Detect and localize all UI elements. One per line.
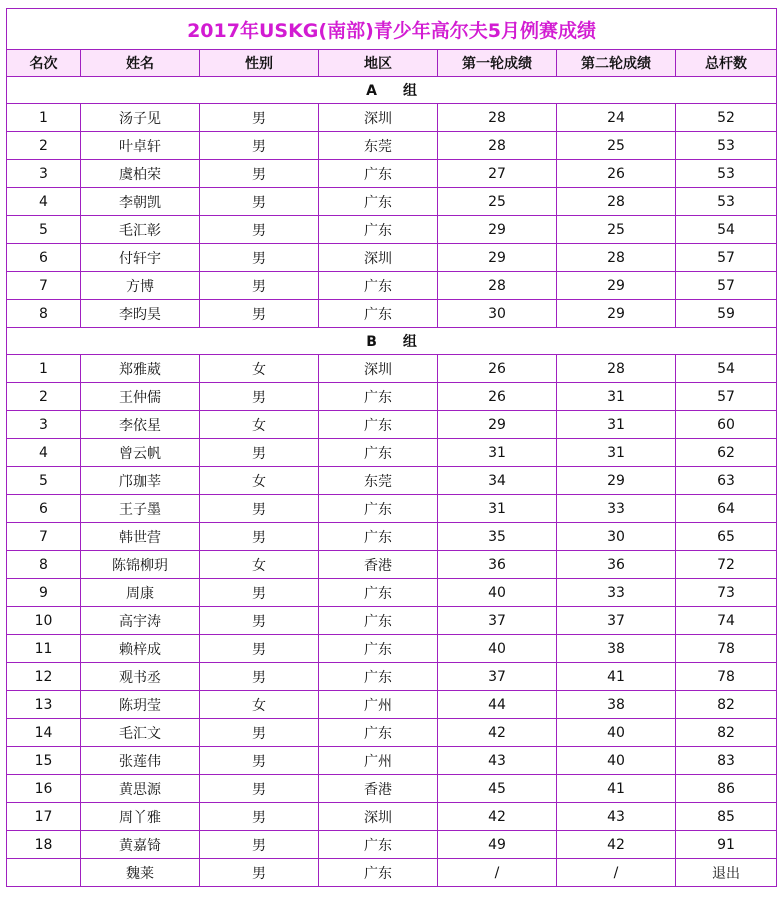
table-row — [7, 188, 777, 216]
region-cell: 深圳 — [319, 244, 438, 272]
round2-cell: 31 — [557, 383, 676, 411]
rank-cell: 3 — [7, 411, 81, 439]
table-row — [7, 775, 777, 803]
gender-cell: 男 — [200, 747, 319, 775]
round2-cell: 25 — [557, 132, 676, 160]
round2-cell: 33 — [557, 579, 676, 607]
table-row — [7, 244, 777, 272]
round1-cell: 28 — [438, 132, 557, 160]
total-cell: 72 — [676, 551, 777, 579]
page-title: 2017年USKG(南部)青少年高尔夫5月例赛成绩 — [7, 9, 777, 50]
results-body — [7, 77, 777, 887]
name-cell: 邝珈莘 — [81, 467, 200, 495]
round1-cell: / — [438, 859, 557, 887]
name-cell: 虞柏荣 — [81, 160, 200, 188]
round2-cell: 24 — [557, 104, 676, 132]
group-letter: A — [366, 83, 377, 99]
region-cell: 广东 — [319, 831, 438, 859]
header-gender: 性别 — [200, 50, 319, 77]
region-cell: 广东 — [319, 216, 438, 244]
gender-cell: 男 — [200, 104, 319, 132]
region-cell: 广东 — [319, 272, 438, 300]
gender-cell: 男 — [200, 188, 319, 216]
round2-cell: 41 — [557, 663, 676, 691]
region-cell: 深圳 — [319, 803, 438, 831]
round2-cell: 33 — [557, 495, 676, 523]
round1-cell: 40 — [438, 579, 557, 607]
gender-cell: 女 — [200, 411, 319, 439]
round1-cell: 28 — [438, 104, 557, 132]
round2-cell: 29 — [557, 467, 676, 495]
round1-cell: 34 — [438, 467, 557, 495]
rank-cell: 4 — [7, 439, 81, 467]
round1-cell: 44 — [438, 691, 557, 719]
total-cell: 78 — [676, 663, 777, 691]
round1-cell: 35 — [438, 523, 557, 551]
name-cell: 叶卓轩 — [81, 132, 200, 160]
region-cell: 广东 — [319, 579, 438, 607]
table-row — [7, 803, 777, 831]
header-round1: 第一轮成绩 — [438, 50, 557, 77]
region-cell: 深圳 — [319, 104, 438, 132]
region-cell: 香港 — [319, 551, 438, 579]
gender-cell: 女 — [200, 691, 319, 719]
header-rank: 名次 — [7, 50, 81, 77]
round2-cell: 38 — [557, 691, 676, 719]
total-cell: 82 — [676, 691, 777, 719]
gender-cell: 女 — [200, 355, 319, 383]
table-row — [7, 719, 777, 747]
round2-cell: 29 — [557, 272, 676, 300]
title-row — [7, 9, 777, 50]
name-cell: 张莲伟 — [81, 747, 200, 775]
region-cell: 广州 — [319, 747, 438, 775]
total-cell: 退出 — [676, 859, 777, 887]
total-cell: 52 — [676, 104, 777, 132]
total-cell: 60 — [676, 411, 777, 439]
table-row — [7, 383, 777, 411]
header-row — [7, 50, 777, 77]
gender-cell: 男 — [200, 719, 319, 747]
gender-cell: 女 — [200, 551, 319, 579]
round1-cell: 29 — [438, 244, 557, 272]
total-cell: 86 — [676, 775, 777, 803]
name-cell: 观书丞 — [81, 663, 200, 691]
region-cell: 广州 — [319, 691, 438, 719]
name-cell: 陈锦柳玥 — [81, 551, 200, 579]
round2-cell: 26 — [557, 160, 676, 188]
table-row — [7, 663, 777, 691]
table-row — [7, 831, 777, 859]
round2-cell: 28 — [557, 355, 676, 383]
gender-cell: 男 — [200, 216, 319, 244]
region-cell: 广东 — [319, 188, 438, 216]
total-cell: 82 — [676, 719, 777, 747]
rank-cell: 4 — [7, 188, 81, 216]
name-cell: 韩世营 — [81, 523, 200, 551]
region-cell: 广东 — [319, 160, 438, 188]
round2-cell: 28 — [557, 244, 676, 272]
name-cell: 王仲儒 — [81, 383, 200, 411]
group-header-row — [7, 77, 777, 104]
gender-cell: 男 — [200, 579, 319, 607]
round1-cell: 37 — [438, 663, 557, 691]
gender-cell: 男 — [200, 244, 319, 272]
table-row — [7, 104, 777, 132]
name-cell: 李依星 — [81, 411, 200, 439]
table-row — [7, 607, 777, 635]
gender-cell: 男 — [200, 495, 319, 523]
name-cell: 毛汇彰 — [81, 216, 200, 244]
round1-cell: 26 — [438, 383, 557, 411]
gender-cell: 男 — [200, 775, 319, 803]
gender-cell: 男 — [200, 635, 319, 663]
total-cell: 53 — [676, 160, 777, 188]
table-row — [7, 747, 777, 775]
total-cell: 91 — [676, 831, 777, 859]
total-cell: 83 — [676, 747, 777, 775]
total-cell: 59 — [676, 300, 777, 328]
rank-cell: 10 — [7, 607, 81, 635]
gender-cell: 男 — [200, 132, 319, 160]
group-label — [7, 77, 777, 104]
round1-cell: 29 — [438, 216, 557, 244]
table-row — [7, 132, 777, 160]
gender-cell: 女 — [200, 467, 319, 495]
rank-cell: 15 — [7, 747, 81, 775]
total-cell: 78 — [676, 635, 777, 663]
rank-cell: 5 — [7, 216, 81, 244]
round1-cell: 25 — [438, 188, 557, 216]
rank-cell: 5 — [7, 467, 81, 495]
group-letter: B — [366, 334, 377, 350]
results-table — [6, 8, 777, 887]
name-cell: 高宇涛 — [81, 607, 200, 635]
gender-cell: 男 — [200, 803, 319, 831]
round2-cell: 42 — [557, 831, 676, 859]
group-word: 组 — [402, 83, 417, 99]
total-cell: 63 — [676, 467, 777, 495]
rank-cell: 7 — [7, 272, 81, 300]
total-cell: 53 — [676, 188, 777, 216]
round1-cell: 31 — [438, 439, 557, 467]
region-cell: 深圳 — [319, 355, 438, 383]
header-total: 总杆数 — [676, 50, 777, 77]
region-cell: 广东 — [319, 300, 438, 328]
round1-cell: 42 — [438, 719, 557, 747]
round1-cell: 26 — [438, 355, 557, 383]
region-cell: 广东 — [319, 523, 438, 551]
table-row — [7, 355, 777, 383]
gender-cell: 男 — [200, 300, 319, 328]
total-cell: 53 — [676, 132, 777, 160]
round2-cell: 40 — [557, 719, 676, 747]
region-cell: 广东 — [319, 383, 438, 411]
total-cell: 54 — [676, 216, 777, 244]
region-cell: 广东 — [319, 495, 438, 523]
group-label — [7, 328, 777, 355]
total-cell: 57 — [676, 244, 777, 272]
rank-cell: 11 — [7, 635, 81, 663]
name-cell: 毛汇文 — [81, 719, 200, 747]
round2-cell: 38 — [557, 635, 676, 663]
header-region: 地区 — [319, 50, 438, 77]
round1-cell: 42 — [438, 803, 557, 831]
name-cell: 赖梓成 — [81, 635, 200, 663]
table-row — [7, 272, 777, 300]
rank-cell: 1 — [7, 355, 81, 383]
round2-cell: 31 — [557, 439, 676, 467]
round2-cell: 40 — [557, 747, 676, 775]
rank-cell: 2 — [7, 132, 81, 160]
region-cell: 广东 — [319, 663, 438, 691]
table-row — [7, 523, 777, 551]
name-cell: 黄嘉锜 — [81, 831, 200, 859]
round1-cell: 43 — [438, 747, 557, 775]
round2-cell: 37 — [557, 607, 676, 635]
round1-cell: 30 — [438, 300, 557, 328]
rank-cell — [7, 859, 81, 887]
rank-cell: 8 — [7, 551, 81, 579]
name-cell: 郑雅葳 — [81, 355, 200, 383]
gender-cell: 男 — [200, 831, 319, 859]
gender-cell: 男 — [200, 607, 319, 635]
rank-cell: 7 — [7, 523, 81, 551]
total-cell: 73 — [676, 579, 777, 607]
table-row — [7, 635, 777, 663]
round1-cell: 36 — [438, 551, 557, 579]
total-cell: 85 — [676, 803, 777, 831]
table-row — [7, 691, 777, 719]
table-row — [7, 160, 777, 188]
table-row — [7, 300, 777, 328]
round2-cell: / — [557, 859, 676, 887]
rank-cell: 16 — [7, 775, 81, 803]
region-cell: 东莞 — [319, 132, 438, 160]
rank-cell: 3 — [7, 160, 81, 188]
region-cell: 广东 — [319, 411, 438, 439]
table-row — [7, 579, 777, 607]
region-cell: 广东 — [319, 439, 438, 467]
round2-cell: 28 — [557, 188, 676, 216]
region-cell: 香港 — [319, 775, 438, 803]
rank-cell: 17 — [7, 803, 81, 831]
round1-cell: 31 — [438, 495, 557, 523]
group-header-row — [7, 328, 777, 355]
gender-cell: 男 — [200, 859, 319, 887]
round2-cell: 43 — [557, 803, 676, 831]
name-cell: 曾云帆 — [81, 439, 200, 467]
table-row — [7, 551, 777, 579]
gender-cell: 男 — [200, 383, 319, 411]
total-cell: 57 — [676, 383, 777, 411]
round1-cell: 28 — [438, 272, 557, 300]
name-cell: 李昀昊 — [81, 300, 200, 328]
total-cell: 74 — [676, 607, 777, 635]
region-cell: 广东 — [319, 635, 438, 663]
header-round2: 第二轮成绩 — [557, 50, 676, 77]
name-cell: 李朝凯 — [81, 188, 200, 216]
results-sheet — [6, 8, 776, 887]
round1-cell: 37 — [438, 607, 557, 635]
name-cell: 王子墨 — [81, 495, 200, 523]
round2-cell: 31 — [557, 411, 676, 439]
region-cell: 东莞 — [319, 467, 438, 495]
rank-cell: 13 — [7, 691, 81, 719]
gender-cell: 男 — [200, 439, 319, 467]
name-cell: 付轩宇 — [81, 244, 200, 272]
round1-cell: 45 — [438, 775, 557, 803]
round2-cell: 25 — [557, 216, 676, 244]
name-cell: 汤子见 — [81, 104, 200, 132]
round2-cell: 41 — [557, 775, 676, 803]
rank-cell: 1 — [7, 104, 81, 132]
gender-cell: 男 — [200, 523, 319, 551]
rank-cell: 6 — [7, 244, 81, 272]
round1-cell: 29 — [438, 411, 557, 439]
header-name: 姓名 — [81, 50, 200, 77]
table-row — [7, 411, 777, 439]
total-cell: 62 — [676, 439, 777, 467]
table-row — [7, 439, 777, 467]
region-cell: 广东 — [319, 607, 438, 635]
table-row — [7, 495, 777, 523]
rank-cell: 2 — [7, 383, 81, 411]
name-cell: 黄思源 — [81, 775, 200, 803]
total-cell: 65 — [676, 523, 777, 551]
name-cell: 魏莱 — [81, 859, 200, 887]
total-cell: 54 — [676, 355, 777, 383]
region-cell: 广东 — [319, 719, 438, 747]
total-cell: 64 — [676, 495, 777, 523]
name-cell: 周康 — [81, 579, 200, 607]
name-cell: 周丫雅 — [81, 803, 200, 831]
rank-cell: 12 — [7, 663, 81, 691]
table-row — [7, 216, 777, 244]
round1-cell: 40 — [438, 635, 557, 663]
region-cell: 广东 — [319, 859, 438, 887]
rank-cell: 8 — [7, 300, 81, 328]
name-cell: 方博 — [81, 272, 200, 300]
gender-cell: 男 — [200, 160, 319, 188]
round2-cell: 29 — [557, 300, 676, 328]
rank-cell: 6 — [7, 495, 81, 523]
table-row — [7, 859, 777, 887]
group-word: 组 — [402, 334, 417, 350]
gender-cell: 男 — [200, 663, 319, 691]
table-row — [7, 467, 777, 495]
gender-cell: 男 — [200, 272, 319, 300]
rank-cell: 14 — [7, 719, 81, 747]
round2-cell: 30 — [557, 523, 676, 551]
total-cell: 57 — [676, 272, 777, 300]
round1-cell: 27 — [438, 160, 557, 188]
rank-cell: 9 — [7, 579, 81, 607]
rank-cell: 18 — [7, 831, 81, 859]
round2-cell: 36 — [557, 551, 676, 579]
name-cell: 陈玥莹 — [81, 691, 200, 719]
round1-cell: 49 — [438, 831, 557, 859]
